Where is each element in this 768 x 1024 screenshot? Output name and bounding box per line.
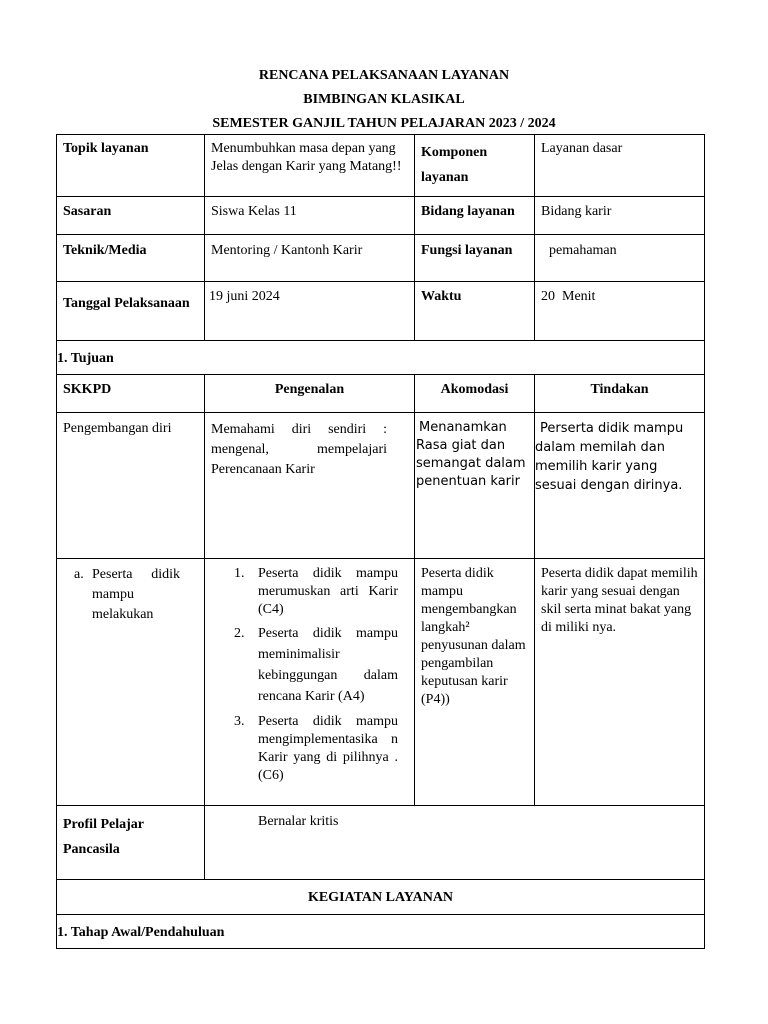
list-text: Peserta didik mampu merumuskan arti Karir (C4): [258, 566, 398, 617]
komponen-value: Layanan dasar: [541, 141, 623, 156]
row1-akomodasi: Menanamkan Rasa giat dan semangat dalam penentuan karir: [416, 420, 526, 489]
topik-label: Topik layanan: [63, 141, 149, 156]
title-line-1: RENCANA PELAKSANAAN LAYANAN: [258, 68, 510, 83]
row2-akomodasi: Peserta didik mampu mengembangkan langkah² penyusunan dalam pengambilan keputusan karir (P4)): [421, 566, 526, 707]
tahap-heading: 1. Tahap Awal/Pendahuluan: [57, 925, 225, 940]
title-line-3: SEMESTER GANJIL TAHUN PELAJARAN 2023 / 2024: [212, 116, 556, 131]
profil-label: Profil Pelajar Pancasila: [63, 817, 144, 857]
col-akomodasi: Akomodasi: [440, 382, 509, 397]
topik-value: Menumbuhkan masa depan yang Jelas dengan Karir yang Matang!!: [211, 141, 402, 174]
row2-tindakan: Peserta didik dapat memilih karir yang sesuai dengan skil serta minat bakat yang di miliki nya.: [541, 566, 698, 635]
row1-pengenalan: Memahami diri sendiri : mengenal, mempelajari Perencanaan Karir: [211, 422, 387, 477]
title-line-2: BIMBINGAN KLASIKAL: [303, 92, 465, 107]
sasaran-value: Siswa Kelas 11: [211, 204, 297, 219]
row2-skkpd: Peserta didik mampu melakukan: [92, 567, 180, 622]
fungsi-value: pemahaman: [549, 243, 617, 258]
profil-value: Bernalar kritis: [258, 814, 339, 829]
list-item: [234, 565, 398, 619]
teknik-value: Mentoring / Kantonh Karir: [211, 243, 363, 258]
fungsi-label: Fungsi layanan: [421, 243, 513, 258]
col-tindakan: Tindakan: [590, 382, 649, 397]
tanggal-label: Tanggal Pelaksanaan: [63, 296, 190, 311]
bidang-label: Bidang layanan: [421, 204, 515, 219]
komponen-label: Komponen layanan: [421, 145, 488, 185]
waktu-value: 20 Menit: [541, 289, 596, 304]
tanggal-value: 19 juni 2024: [209, 289, 280, 304]
list-text: Peserta didik mampu meminimalisir kebinggungan dalam rencana Karir (A4): [258, 626, 398, 704]
col-skkpd: SKKPD: [63, 382, 112, 397]
row2-pengenalan-list: [234, 565, 398, 785]
list-text: Peserta didik mampu mengimplementasika n Karir yang di pilihnya .(C6): [258, 714, 398, 783]
waktu-label: Waktu: [421, 289, 462, 304]
sasaran-label: Sasaran: [63, 204, 112, 219]
row1-tindakan: Perserta didik mampu dalam memilah dan memilih karir yang sesuai dengan dirinya.: [535, 421, 684, 493]
tujuan-heading: 1. Tujuan: [57, 351, 114, 366]
bidang-value: Bidang karir: [541, 204, 612, 219]
row1-skkpd: Pengembangan diri: [63, 421, 172, 436]
list-item: [234, 713, 398, 785]
list-number: 3.: [234, 714, 245, 729]
teknik-label: Teknik/Media: [63, 243, 147, 258]
list-number: 2.: [234, 626, 245, 641]
kegiatan-heading: KEGIATAN LAYANAN: [307, 890, 454, 905]
col-pengenalan: Pengenalan: [274, 382, 345, 397]
row2-skkpd-marker: a.: [74, 567, 84, 582]
list-number: 1.: [234, 566, 245, 581]
list-item: [234, 623, 398, 707]
